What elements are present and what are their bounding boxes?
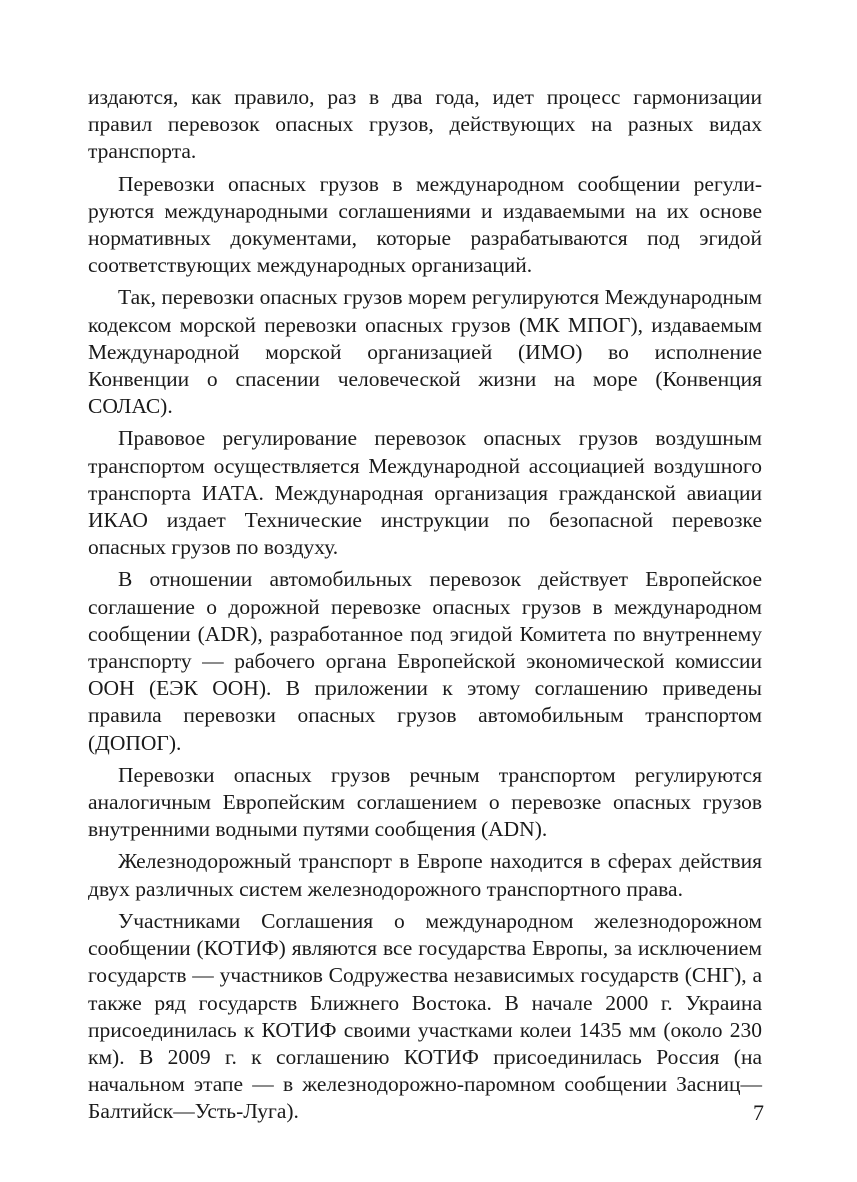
paragraph-rail-transport: Железнодорожный транспорт в Европе находится в сферах действия двух различных систем железнодорожного транспортного права.: [88, 849, 762, 901]
paragraph-international-regulation: Перевозки опасных грузов в международном сообщении регулируются международными соглашениями и издаваемыми на их основе нормативных документами, которые разрабатываются под эгидой соответствующих международных организаций.: [88, 171, 762, 278]
paragraph-road-transport: В отношении автомобильных перевозок действует Европейское соглашение о дорожной перевозке опасных грузов в международном сообщении (ADR), разработанное под эгидой Комитета по внутреннему транспорту — рабочего органа Европейской экономической комиссии ООН (ЕЭК ООН). В приложении к этому соглашению приведены правила перевозки опасных грузов автомобильным транспортом (ДОПОГ).: [88, 567, 762, 755]
paragraph-air-transport: Правовое регулирование перевозок опасных грузов воздушным транспортом осуществляется Международной ассоциацией воздушного транспорта ИАТА. Международная организация гражданской авиации ИКАО издает Технические инструкции по безопасной перевозке опасных грузов по воздуху.: [88, 426, 762, 560]
body-text: [88, 84, 762, 1126]
paragraph-continuation: издаются, как правило, раз в два года, идет процесс гармонизации правил перевозок опасных грузов, действующих на разных видах транспорта.: [88, 85, 762, 164]
paragraph-river-transport: Перевозки опасных грузов речным транспортом регулируются аналогичным Европейским соглашением о перевозке опасных грузов внутренними водными путями сообщения (ADN).: [88, 762, 762, 842]
page-number: 7: [753, 1100, 764, 1125]
paragraph-sea-transport: Так, перевозки опасных грузов морем регулируются Международным кодексом морской перевозки опасных грузов (МК МПОГ), издаваемым Международной морской организацией (ИМО) во исполнение Конвенции о спасении человеческой жизни на море (Конвенция СОЛАС).: [88, 285, 762, 419]
paragraph-cotif: Участниками Соглашения о международном железнодорожном сообщении (КОТИФ) являются все государства Европы, за исключением государств — участников Содружества независимых государств (СНГ), а также ряд государств Ближнего Востока. В начале 2000 г. Украина присоединилась к КОТИФ своими участками колеи 1435 мм (около 230 км). В 2009 г. к соглашению КОТИФ присоединилась Россия (на начальном этапе — в железнодорожно-паромном сообщении Засниц—Балтийск—Усть-Луга).: [88, 908, 762, 1124]
